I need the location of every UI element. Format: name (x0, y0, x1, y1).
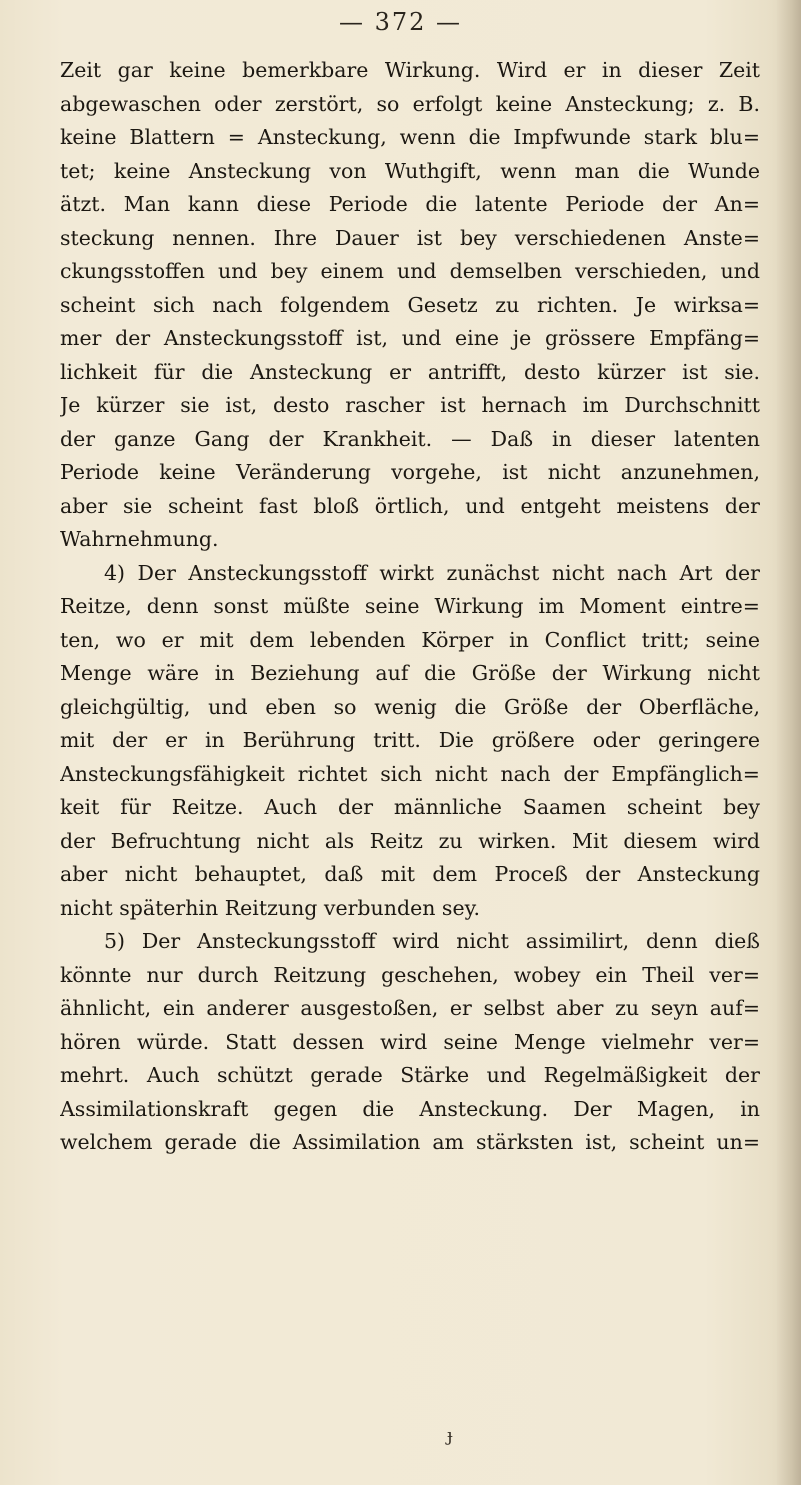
text-line: ätzt. Man kann diese Periode die latente Periode der An= (60, 192, 760, 216)
text-line: welchem gerade die Assimilation am stärksten ist, scheint un= (60, 1130, 760, 1154)
text-line: der ganze Gang der Krankheit. — Daß in dieser latenten (60, 426, 760, 451)
page-body (60, 54, 760, 1160)
text-line: mit der er in Berührung tritt. Die größere oder geringere (60, 728, 760, 752)
text-line: Assimilationskraft gegen die Ansteckung. Der Magen, in (60, 1096, 760, 1121)
text-line: Menge wäre in Beziehung auf die Größe der Wirkung nicht (60, 661, 760, 685)
text-line: abgewaschen oder zerstört, so erfolgt keine Ansteckung; z. B. (60, 91, 760, 116)
text-line: tet; keine Ansteckung von Wuthgift, wenn man die Wunde (60, 158, 760, 183)
paragraph-start-4: 4) Der Ansteckungsstoff wirkt zunächst nicht nach Art der (104, 560, 760, 585)
text-line: gleichgültig, und eben so wenig die Größe der Oberfläche, (60, 694, 760, 719)
text-line: keit für Reitze. Auch der männliche Saamen scheint bey (60, 795, 760, 819)
page-number: — 372 — (338, 8, 463, 36)
text-line: ten, wo er mit dem lebenden Körper in Conflict tritt; seine (60, 627, 760, 652)
text-line: scheint sich nach folgendem Gesetz zu richten. Je wirksa= (60, 292, 760, 317)
page-spine-edge (777, 0, 801, 1485)
text-line: Periode keine Veränderung vorgehe, ist nicht anzunehmen, (60, 460, 760, 484)
text-line: könnte nur durch Reitzung geschehen, wobey ein Theil ver= (60, 962, 760, 987)
text-line: keine Blattern = Ansteckung, wenn die Impfwunde stark blu= (60, 125, 760, 149)
text-line: ckungsstoffen und bey einem und demselben verschieden, und (60, 259, 760, 283)
printer-mark: ɟ (447, 1425, 453, 1446)
text-line: aber nicht behauptet, daß mit dem Proceß der Ansteckung (60, 862, 760, 886)
paragraph-start-5: 5) Der Ansteckungsstoff wird nicht assimilirt, denn dieß (104, 929, 760, 953)
text-line: Je kürzer sie ist, desto rascher ist hernach im Durchschnitt (60, 393, 760, 417)
text-line: Ansteckungsfähigkeit richtet sich nicht nach der Empfänglich= (60, 761, 760, 786)
text-line: mer der Ansteckungsstoff ist, und eine je grössere Empfäng= (60, 326, 760, 350)
text-line: steckung nennen. Ihre Dauer ist bey verschiedenen Anste= (60, 225, 760, 250)
text-line: lichkeit für die Ansteckung er antrifft, desto kürzer ist sie. (60, 359, 760, 384)
text-line: aber sie scheint fast bloß örtlich, und entgeht meistens der (60, 493, 760, 518)
text-line: hören würde. Statt dessen wird seine Menge vielmehr ver= (60, 1029, 760, 1054)
text-line: Zeit gar keine bemerkbare Wirkung. Wird er in dieser Zeit (60, 58, 760, 82)
text-line: ähnlicht, ein anderer ausgestoßen, er selbst aber zu seyn auf= (60, 996, 760, 1020)
text-line: Wahrnehmung. (60, 527, 219, 551)
text-line: mehrt. Auch schützt gerade Stärke und Regelmäßigkeit der (60, 1063, 760, 1087)
text-line: nicht späterhin Reitzung verbunden sey. (60, 895, 480, 920)
text-line: der Befruchtung nicht als Reitz zu wirken. Mit diesem wird (60, 828, 760, 853)
text-line: Reitze, denn sonst müßte seine Wirkung im Moment eintre= (60, 594, 760, 618)
